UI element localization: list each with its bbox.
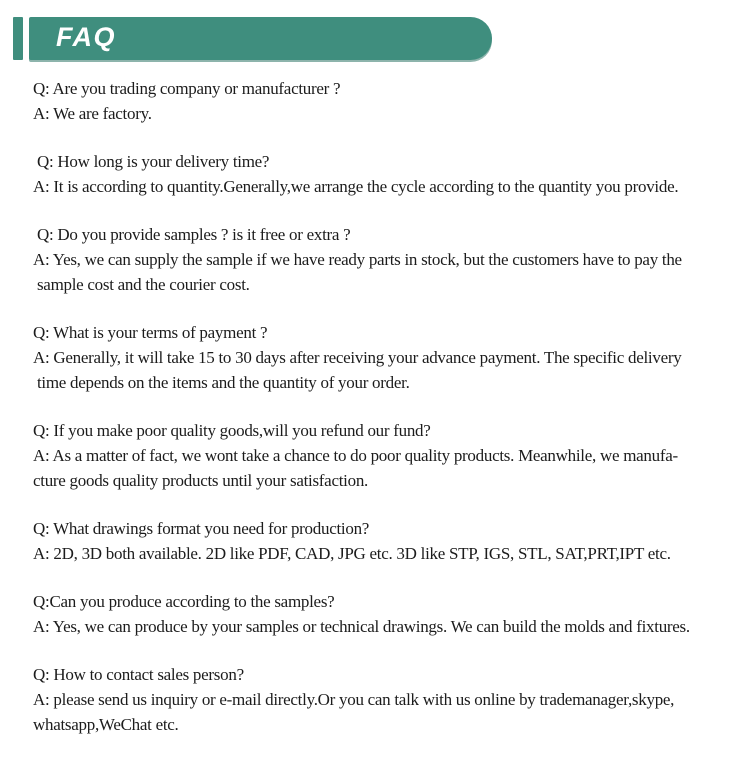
faq-item (33, 149, 734, 199)
faq-item (33, 76, 734, 126)
faq-answer-line: A: Generally, it will take 15 to 30 days after receiving your advance payment. The specific delivery (33, 348, 682, 367)
faq-question: Q: If you make poor quality goods,will you refund our fund? (33, 421, 431, 440)
faq-item (33, 320, 734, 395)
faq-item (33, 418, 734, 493)
faq-answer-line: time depends on the items and the quantity of your order. (33, 373, 410, 392)
faq-question: Q:Can you produce according to the samples? (33, 592, 335, 611)
faq-answer-line: A: Yes, we can supply the sample if we have ready parts in stock, but the customers have to pay the (33, 250, 682, 269)
faq-item (33, 589, 734, 639)
faq-answer-line: A: As a matter of fact, we wont take a chance to do poor quality products. Meanwhile, we manufa- (33, 446, 678, 465)
faq-question: Q: Are you trading company or manufacturer ? (33, 79, 341, 98)
faq-question: Q: What drawings format you need for production? (33, 519, 370, 538)
faq-question: Q: What is your terms of payment ? (33, 323, 268, 342)
faq-answer-line: A: It is according to quantity.Generally,we arrange the cycle according to the quantity you provide. (33, 177, 679, 196)
faq-item (33, 222, 734, 297)
faq-answer-line: cture goods quality products until your satisfaction. (33, 471, 369, 490)
faq-item (33, 662, 734, 737)
faq-question: Q: Do you provide samples ? is it free or extra ? (33, 225, 351, 244)
faq-section-header (13, 17, 492, 60)
header-banner (29, 17, 492, 60)
faq-item (33, 516, 734, 566)
faq-list (33, 76, 734, 760)
faq-answer-line: A: 2D, 3D both available. 2D like PDF, CAD, JPG etc. 3D like STP, IGS, STL, SAT,PRT,IPT etc. (33, 544, 671, 563)
faq-answer-line: A: please send us inquiry or e-mail directly.Or you can talk with us online by trademanager,skype, (33, 690, 675, 709)
faq-answer-line: A: We are factory. (33, 104, 152, 123)
header-accent-bar (13, 17, 23, 60)
faq-question: Q: How long is your delivery time? (33, 152, 270, 171)
faq-answer-line: sample cost and the courier cost. (33, 275, 250, 294)
faq-answer-line: A: Yes, we can produce by your samples or technical drawings. We can build the molds and fixtures. (33, 617, 690, 636)
section-title: FAQ (56, 22, 117, 52)
faq-answer-line: whatsapp,WeChat etc. (33, 715, 179, 734)
faq-question: Q: How to contact sales person? (33, 665, 244, 684)
